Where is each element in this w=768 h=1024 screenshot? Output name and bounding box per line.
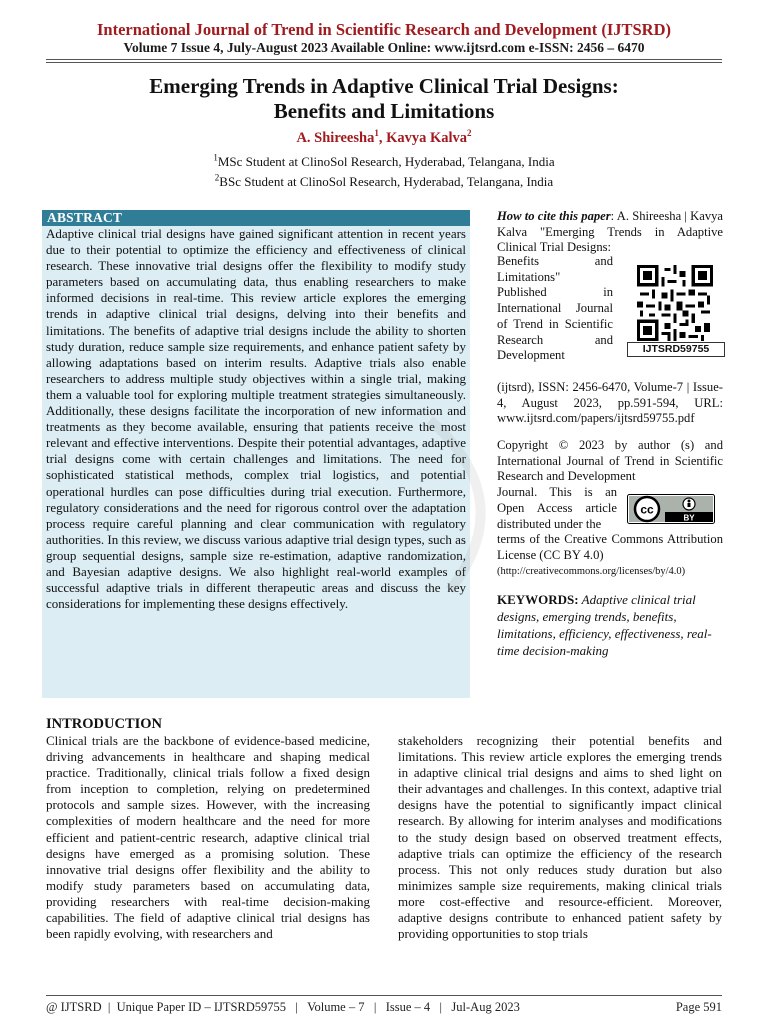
citation-block (497, 209, 723, 427)
qr-label: IJTSRD59755 (627, 342, 725, 357)
journal-title: International Journal of Trend in Scientific Research and Development (IJTSRD) (97, 20, 671, 39)
author-separator: , (378, 130, 387, 146)
abstract-text: Adaptive clinical trial designs have gained significant attention in recent years due to their potential to optimize the efficiency and effectiveness of clinical research. These innovative trial designs offer the flexibility to modify study parameters based on accumulating data, thus enabling researchers to make informed decisions in real-time. This review article explores the emerging trends in adaptive clinical trial designs, delving into their benefits and limitations. The benefits of adaptive trial designs include the ability to shorten study duration, reduce sample size requirements, and enhance patient safety by allowing adaptations based on interim results. Adaptive trials also enable researchers to address multiple study objectives within a single trial, making them a valuable tool for exploring multiple treatment strategies simultaneously. Additionally, these designs facilitate the incorporation of new information and treatments as they become available, ensuring that patients receive the most relevant and effective interventions. Despite their potential advantages, adaptive trial designs come with certain challenges and limitations. The need for sophisticated statistical methods, complex trial logistics, and potential operational hurdles can pose difficulties during trial execution. Furthermore, regulatory considerations and the need for rigorous control over the adaptation process require careful planning and clear communication with regulatory authorities. In this review, we discuss various adaptive trial design types, such as group sequential designs, sample size re-estimation, adaptive randomization, and Bayesian adaptive designs. We also highlight real-world examples of successful adaptive trials in different therapeutic areas and discuss the key considerations for implementing these designs effectively. (46, 226, 466, 612)
abstract-heading: ABSTRACT (42, 210, 470, 226)
qr-code-icon (637, 265, 713, 341)
citation-top: How to cite this paper: A. Shireesha | Kavya Kalva "Emerging Trends in Adaptive Clinical Trial Designs: (497, 209, 724, 255)
keywords-label: KEYWORDS: (497, 592, 579, 607)
paper-title-line-2: Benefits and Limitations (273, 99, 495, 123)
keywords-block (497, 591, 723, 659)
paper-title-line-1: Emerging Trends in Adaptive Clinical Trial Designs: (149, 74, 619, 98)
citation-top-text: A. Shireesha | Kavya Kalva "Emerging Trends in Adaptive Clinical Trial Designs: (497, 209, 724, 255)
intro-left-column: Clinical trials are the backbone of evidence-based medicine, driving advancements in healthcare and shaping medical practice. Traditionally, clinical trials follow a fixed design from inception to completion, relying on predetermined protocols and sample sizes. However, with the increasing complexities of modern healthcare and the need for more efficient and patient-centric research, adaptive clinical trial designs have emerged as a promising solution. These innovative trial designs offer flexibility and the ability to modify study parameters based on accumulating data, providing researchers with real-time decision-making capabilities. The field of adaptive clinical trial designs has been rapidly evolving, with researchers and (46, 733, 370, 942)
cc-by-icon (627, 494, 715, 524)
copyright-bottom: terms of the Creative Commons Attribution License (CC BY 4.0) (497, 532, 723, 562)
copyright-narrow: Journal. This is an Open Access article distributed under the (497, 485, 617, 531)
citation-bottom: (ijtsrd), ISSN: 2456-6470, Volume-7 | Issue-4, August 2023, pp.591-594, URL: www.ijtsrd.com/papers/ijtsrd59755.pdf (497, 380, 723, 426)
by-text: BY (683, 513, 695, 523)
cc-text: cc (640, 502, 654, 517)
copyright-top: Copyright © 2023 by author (s) and International Journal of Trend in Scientific Research and Development (497, 438, 723, 484)
intro-right-column: stakeholders recognizing their potential benefits and limitations. This review article explores the emerging trends in adaptive clinical trial designs and aims to shed light on their advantages and challenges. In this context, adaptive trial designs have the potential to significantly impact clinical research. By allowing for interim analyses and modifications to the study design based on observed treatment effects, adaptive trials can optimize the efficiency of the research process. This not only reduces study duration but also minimizes sample size requirements, making clinical trials more cost-effective and resource-efficient. Moreover, adaptive designs contribute to enhanced patient safety by providing opportunities to stop trials (398, 733, 722, 942)
journal-volume-line: Volume 7 Issue 4, July-August 2023 Available Online: www.ijtsrd.com e-ISSN: 2456 – 6470 (123, 40, 645, 55)
affiliation-superscript: 1 (213, 152, 218, 163)
affiliation-text: BSc Student at ClinoSol Research, Hyderabad, Telangana, India (219, 174, 554, 189)
affiliation-text: MSc Student at ClinoSol Research, Hyderabad, Telangana, India (217, 154, 555, 169)
citation-narrow: Benefits and Limitations" Published in International Journal of Trend in Scientific Research and Development (497, 254, 613, 363)
footer-info: @ IJTSRD | Unique Paper ID – IJTSRD59755 | Volume – 7 | Issue – 4 | Jul-Aug 2023 (46, 1000, 520, 1014)
paper-title (0, 74, 768, 124)
affiliation-superscript: 2 (214, 172, 220, 183)
header-rule-2 (46, 62, 722, 63)
footer-rule (46, 995, 722, 996)
qr-block (627, 265, 723, 353)
copyright-block (497, 438, 723, 579)
author-name: Kavya Kalva (386, 130, 468, 146)
keywords-text: Adaptive clinical trial designs, emerging trends, benefits, limitations, efficiency, effectiveness, real-time decision-making (497, 592, 712, 658)
citation-lead: How to cite this paper (497, 209, 611, 223)
affiliation (0, 174, 768, 190)
author-name: A. Shireesha (296, 130, 375, 146)
license-url[interactable]: (http://creativecommons.org/licenses/by/4.0) (497, 565, 686, 577)
page-number: Page 591 (675, 1000, 722, 1014)
abstract-box (42, 210, 470, 698)
authors (0, 129, 768, 147)
cc-by-badge[interactable] (627, 494, 723, 524)
header-rule (46, 59, 722, 60)
section-heading-introduction: INTRODUCTION (46, 716, 163, 732)
author-superscript: 1 (374, 128, 379, 139)
affiliation (0, 154, 768, 170)
author-superscript: 2 (467, 128, 472, 139)
